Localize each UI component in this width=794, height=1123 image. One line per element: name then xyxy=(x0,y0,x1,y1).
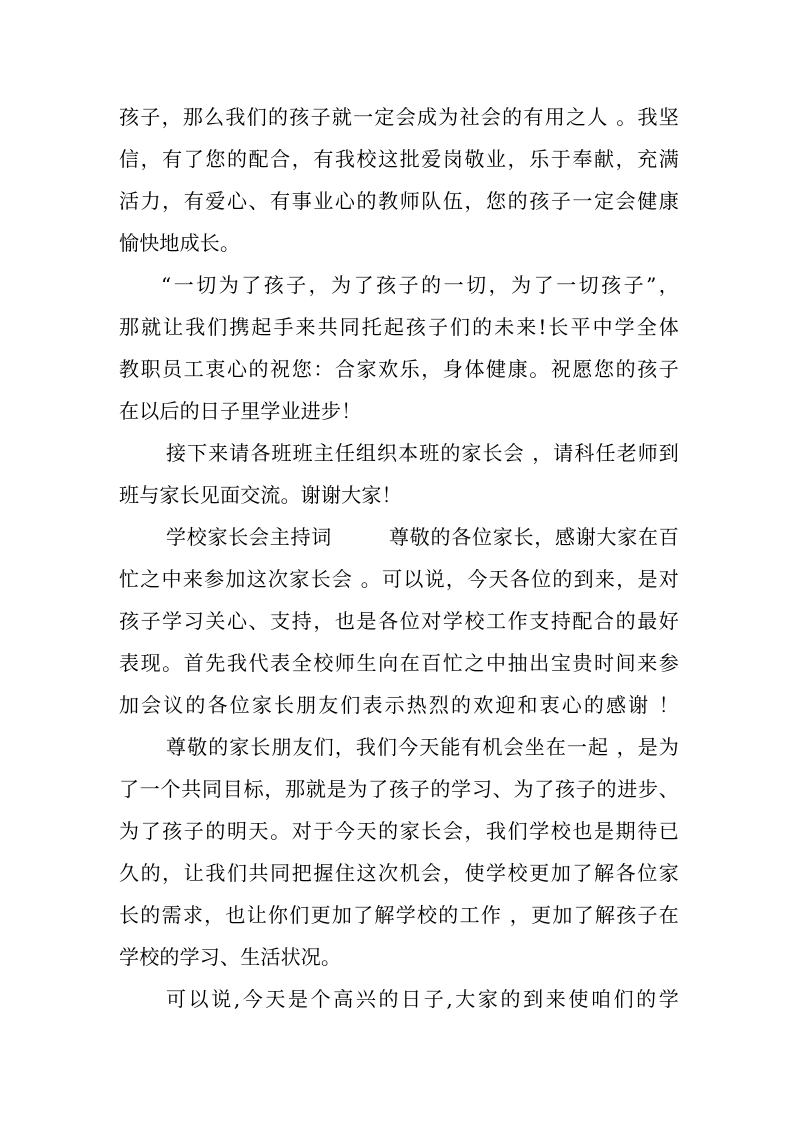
text-line-15: 加会议的各位家长朋友们表示热烈的欢迎和衷心的感谢 ！ xyxy=(119,693,679,717)
text-line-21: 学校的学习、生活状况。 xyxy=(119,945,342,969)
text-line-16: 尊敬的家长朋友们，我们今天能有机会坐在一起 ，是为 xyxy=(166,735,679,759)
text-line-11: 学校家长会主持词 尊敬的各位家长，感谢大家在百 xyxy=(166,525,679,549)
text-line-2: 信，有了您的配合，有我校这批爱岗敬业，乐于奉献，充满 xyxy=(119,147,679,171)
text-line-7: 教职员工衷心的祝您：合家欢乐，身体健康。祝愿您的孩子 xyxy=(119,357,679,381)
text-line-4: 愉快地成长。 xyxy=(119,231,241,255)
text-line-10: 班与家长见面交流。谢谢大家！ xyxy=(119,483,402,507)
text-line-14: 表现。首先我代表全校师生向在百忙之中抽出宝贵时间来参 xyxy=(119,651,679,675)
text-line-18: 为了孩子的明天。对于今天的家长会，我们学校也是期待已 xyxy=(119,819,679,843)
text-line-6: 那就让我们携起手来共同托起孩子们的未来!长平中学全体 xyxy=(119,315,679,339)
text-line-17: 了一个共同目标，那就是为了孩子的学习、为了孩子的进步、 xyxy=(119,777,679,801)
text-line-19: 久的，让我们共同把握住这次机会，使学校更加了解各位家 xyxy=(119,861,679,885)
text-line-13: 孩子学习关心、支持，也是各位对学校工作支持配合的最好 xyxy=(119,609,679,633)
text-line-5: “一切为了孩子，为了孩子的一切，为了一切孩子”， xyxy=(161,273,679,297)
text-line-8: 在以后的日子里学业进步！ xyxy=(119,399,362,423)
text-line-20: 长的需求，也让你们更加了解学校的工作 ，更加了解孩子在 xyxy=(119,903,679,927)
text-line-22: 可以说,今天是个高兴的日子,大家的到来使咱们的学 xyxy=(166,987,679,1011)
text-line-12: 忙之中来参加这次家长会 。可以说，今天各位的到来，是对 xyxy=(119,567,679,591)
text-line-9: 接下来请各班班主任组织本班的家长会 ，请科任老师到 xyxy=(166,441,679,465)
text-line-1: 孩子，那么我们的孩子就一定会成为社会的有用之人 。我坚 xyxy=(119,105,679,129)
text-line-3: 活力，有爱心、有事业心的教师队伍，您的孩子一定会健康 xyxy=(119,189,679,213)
